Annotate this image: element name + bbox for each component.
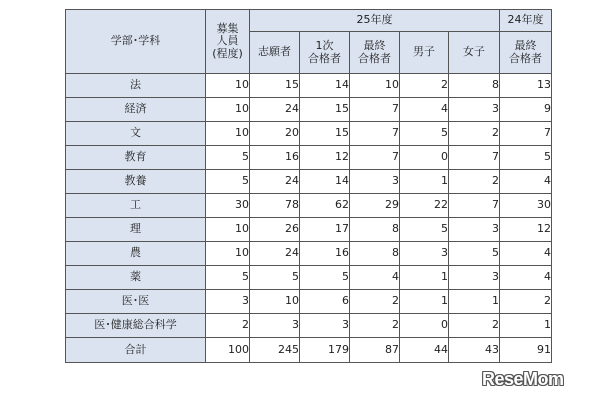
cell-final-pass-24: 2: [500, 290, 552, 314]
row-faculty-name: 医･健康総合科学: [66, 314, 206, 338]
header-year-25: 25年度: [250, 10, 500, 32]
cell-applicants: 15: [250, 74, 300, 98]
table-row: [66, 218, 552, 242]
total-capacity: 100: [206, 338, 250, 363]
cell-male: 0: [400, 146, 449, 170]
total-label: 合計: [66, 338, 206, 363]
cell-final-pass: 8: [350, 242, 400, 266]
header-faculty: 学部･学科: [66, 10, 206, 74]
cell-female: 2: [449, 170, 500, 194]
cell-applicants: 24: [250, 98, 300, 122]
cell-final-pass: 2: [350, 290, 400, 314]
cell-first-pass: 3: [300, 314, 350, 338]
cell-final-pass-24: 12: [500, 218, 552, 242]
table-row: [66, 314, 552, 338]
resemom-logo: ReseMom: [482, 369, 564, 389]
row-faculty-name: 医･医: [66, 290, 206, 314]
cell-applicants: 10: [250, 290, 300, 314]
cell-capacity: 2: [206, 314, 250, 338]
cell-final-pass-24: 5: [500, 146, 552, 170]
cell-final-pass-24: 7: [500, 122, 552, 146]
row-faculty-name: 教育: [66, 146, 206, 170]
row-faculty-name: 薬: [66, 266, 206, 290]
cell-final-pass-24: 1: [500, 314, 552, 338]
cell-final-pass: 7: [350, 98, 400, 122]
total-first-pass: 179: [300, 338, 350, 363]
total-female: 43: [449, 338, 500, 363]
row-faculty-name: 工: [66, 194, 206, 218]
cell-applicants: 3: [250, 314, 300, 338]
cell-applicants: 16: [250, 146, 300, 170]
total-male: 44: [400, 338, 449, 363]
cell-first-pass: 16: [300, 242, 350, 266]
cell-capacity: 5: [206, 146, 250, 170]
header-female: 女子: [449, 32, 500, 74]
table-row: [66, 194, 552, 218]
cell-male: 1: [400, 266, 449, 290]
cell-capacity: 10: [206, 74, 250, 98]
cell-first-pass: 14: [300, 170, 350, 194]
cell-capacity: 5: [206, 170, 250, 194]
cell-final-pass: 3: [350, 170, 400, 194]
cell-female: 8: [449, 74, 500, 98]
cell-female: 2: [449, 314, 500, 338]
cell-final-pass: 2: [350, 314, 400, 338]
table-body: [66, 74, 552, 363]
cell-female: 1: [449, 290, 500, 314]
cell-applicants: 5: [250, 266, 300, 290]
cell-first-pass: 15: [300, 122, 350, 146]
cell-first-pass: 62: [300, 194, 350, 218]
table-row: [66, 98, 552, 122]
cell-final-pass-24: 30: [500, 194, 552, 218]
cell-male: 22: [400, 194, 449, 218]
total-final-pass: 87: [350, 338, 400, 363]
cell-female: 7: [449, 146, 500, 170]
cell-capacity: 10: [206, 242, 250, 266]
cell-male: 1: [400, 170, 449, 194]
cell-applicants: 24: [250, 242, 300, 266]
cell-applicants: 78: [250, 194, 300, 218]
cell-final-pass-24: 4: [500, 242, 552, 266]
cell-final-pass: 29: [350, 194, 400, 218]
cell-male: 5: [400, 122, 449, 146]
cell-male: 1: [400, 290, 449, 314]
cell-female: 3: [449, 266, 500, 290]
total-applicants: 245: [250, 338, 300, 363]
cell-first-pass: 12: [300, 146, 350, 170]
row-faculty-name: 文: [66, 122, 206, 146]
cell-capacity: 10: [206, 122, 250, 146]
cell-male: 0: [400, 314, 449, 338]
cell-capacity: 10: [206, 98, 250, 122]
cell-male: 5: [400, 218, 449, 242]
header-first-pass: 1次 合格者: [300, 32, 350, 74]
cell-first-pass: 15: [300, 98, 350, 122]
cell-female: 3: [449, 98, 500, 122]
cell-applicants: 20: [250, 122, 300, 146]
row-faculty-name: 理: [66, 218, 206, 242]
cell-male: 2: [400, 74, 449, 98]
header-capacity: 募集 人員 (程度): [206, 10, 250, 74]
cell-first-pass: 14: [300, 74, 350, 98]
cell-first-pass: 5: [300, 266, 350, 290]
table-row: [66, 266, 552, 290]
table-row: [66, 170, 552, 194]
cell-applicants: 24: [250, 170, 300, 194]
header-year-24: 24年度: [500, 10, 552, 32]
cell-final-pass-24: 4: [500, 266, 552, 290]
header-final-pass-25: 最終 合格者: [350, 32, 400, 74]
row-faculty-name: 農: [66, 242, 206, 266]
header-male: 男子: [400, 32, 449, 74]
cell-final-pass: 8: [350, 218, 400, 242]
cell-female: 2: [449, 122, 500, 146]
cell-final-pass-24: 9: [500, 98, 552, 122]
cell-capacity: 30: [206, 194, 250, 218]
header-row-top: [66, 10, 552, 32]
row-faculty-name: 法: [66, 74, 206, 98]
cell-male: 4: [400, 98, 449, 122]
cell-female: 7: [449, 194, 500, 218]
cell-male: 3: [400, 242, 449, 266]
cell-applicants: 26: [250, 218, 300, 242]
cell-final-pass: 4: [350, 266, 400, 290]
cell-final-pass: 10: [350, 74, 400, 98]
row-faculty-name: 経済: [66, 98, 206, 122]
total-final-pass-24: 91: [500, 338, 552, 363]
cell-female: 3: [449, 218, 500, 242]
cell-female: 5: [449, 242, 500, 266]
table-row: [66, 146, 552, 170]
cell-capacity: 10: [206, 218, 250, 242]
table-row: [66, 242, 552, 266]
admission-results-table: [65, 9, 552, 363]
cell-final-pass: 7: [350, 122, 400, 146]
cell-final-pass-24: 4: [500, 170, 552, 194]
header-applicants: 志願者: [250, 32, 300, 74]
cell-first-pass: 6: [300, 290, 350, 314]
total-row: [66, 338, 552, 363]
table-row: [66, 74, 552, 98]
table-row: [66, 122, 552, 146]
cell-final-pass-24: 13: [500, 74, 552, 98]
row-faculty-name: 教養: [66, 170, 206, 194]
cell-first-pass: 17: [300, 218, 350, 242]
table-row: [66, 290, 552, 314]
cell-final-pass: 7: [350, 146, 400, 170]
header-final-pass-24: 最終 合格者: [500, 32, 552, 74]
cell-capacity: 3: [206, 290, 250, 314]
cell-capacity: 5: [206, 266, 250, 290]
